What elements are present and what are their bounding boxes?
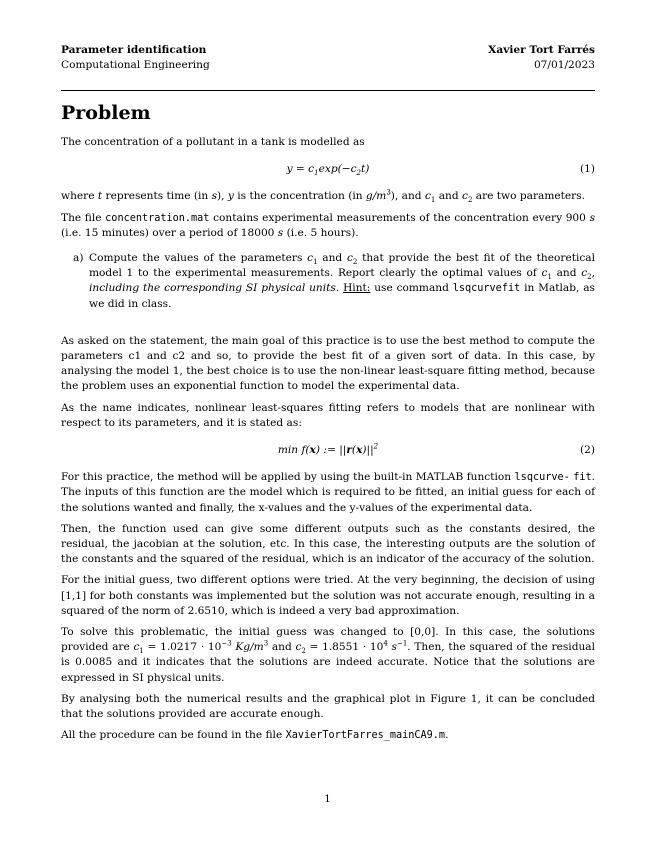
conclusion-paragraph: By analysing both the numerical results and the graphical plot in Figure 1, it can be concluded that the solutions provided are accurate enough. [61,692,595,721]
header [61,43,595,77]
equation-2: min f(x) := $||r(x)||^2$ (2) [61,443,595,458]
variables-paragraph: where t represents time (in s), y is the concentration (in $g/m^3$), and $c_1$ and $c_2$ are two parameters. [61,188,586,205]
equation-1-number: (1) [579,163,595,176]
author: Xavier Tort Farrés [488,44,595,56]
equation-1: $y = c_1\exp(-c_2t)$ (1) [286,163,595,178]
page [61,43,596,742]
command-split-a: lsqcurve- [514,472,570,484]
header-left [61,43,210,73]
initial-guess-paragraph: For the initial guess, two different options were tried. At the very beginning, the decision of using [1,1] for both constants was implemented but the solution was not accurate enough, resulting in a squared of the norm of 2.6510, which is indeed a very bad approximation. [61,574,595,617]
equation-2-number: (2) [579,444,595,457]
doc-title: Parameter identification [61,44,207,56]
header-rule [61,90,595,91]
task-label: a) [73,252,84,265]
header-right [488,43,595,73]
outputs-paragraph: Then, the function used can give some different outputs such as the constants desired, the residual, the jacobian at the solution, etc. In this case, the interesting outputs are the solution of the constants and the squared of the residual, which is an indicator of the accuracy of the solution. [61,522,595,566]
definition-paragraph: As the name indicates, nonlinear least-squares fitting refers to models that are nonlinear with respect to its parameters, and it is stated as: [61,401,595,429]
main-file: XavierTortFarres_mainCA9.m [285,730,446,742]
page-number: 1 [324,793,331,805]
body [61,135,595,750]
command-split-b: fit [573,472,592,484]
section-title: Problem [61,102,151,124]
procedure-paragraph: All the procedure can be found in the file XavierTortFarres_mainCA9.m. [61,729,449,742]
goal-paragraph: As asked on the statement, the main goal of this practice is to use the best method to compute the parameters c1 and c2 and so, to provide the best fit of a given sort of data. In this case, by analysing the model 1, the best choice is to use the non-linear least-square fitting method, because the problem uses an exponential function to model the experimental data. [61,334,595,393]
data-file-paragraph: The file concentration.mat contains experimental measurements of the concentration every 900 s (i.e. 15 minutes) over a period of 18000 s (i.e. 5 hours). [61,211,595,239]
command-name: lsqcurvefit [452,283,521,295]
doc-subtitle: Computational Engineering [61,59,210,72]
date: 07/01/2023 [533,59,595,72]
task-item-a: a) Compute the values of the parameters $c_1$ and $c_2$ that provide the best fit of the theoretical model 1 to the experimental measurements. Report clearly the optimal values of $c_1$ and $c_2$, including the corresponding SI physical units. Hint: use command lsqcurvefit in Matlab, as we did in class. [73,252,596,310]
solution-paragraph: To solve this problematic, the initial guess was changed to [0,0]. In this case, the solutions provided are $c_1 = 1.0217 \cdot 10^{-3}$ $Kg/m^3$ and $c_2 = 1.8551 \cdot 10^4$ $s^{-1}$. Then, the squared of the residual is 0.0085 and it indicates that the solutions are indeed accurate. Notice that the solutions are expressed in SI physical units. [61,626,596,684]
method-paragraph: For this practice, the method will be applied by using the built-in MATLAB function lsqcurve- fit. The inputs of this function are the model which is required to be fitted, an initial guess for each of the solutions wanted and finally, the x-values and the y-values of the experimental data. [61,471,596,514]
intro-paragraph: The concentration of a pollutant in a tank is modelled as [61,136,365,148]
data-filename: concentration.mat [105,212,210,224]
